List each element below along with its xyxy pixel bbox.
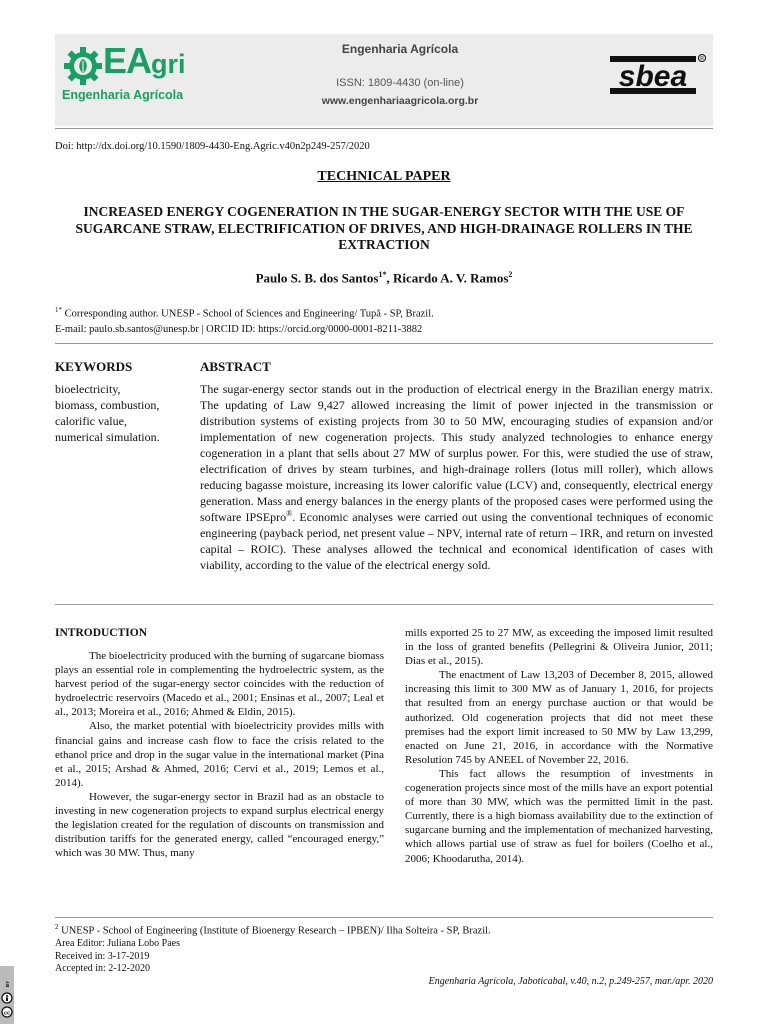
paragraph: Also, the market potential with bioelectricity provides mills with financial gains and increase cash flow to face the crisis related to the ethanol price and drop in the sugar value in the international market (Pina et al., 2015; Arshad & Ahmed, 2016; Cervi et al., 2019; Lemos et al., 2014). <box>55 720 384 789</box>
keyword-line: biomass, combustion, <box>55 398 160 412</box>
author-list: Paulo S. B. dos Santos$^{1*}$, Ricardo A. V. Ramos$^2$ <box>255 270 513 286</box>
logo-subtitle: Engenharia Agrícola <box>62 88 184 102</box>
abstract-divider-top <box>55 343 713 344</box>
contact-line: E-mail: paulo.sb.santos@unesp.br | ORCID ID: https://orcid.org/0000-0001-8211-3882 <box>55 323 423 335</box>
abstract-divider-bottom <box>55 604 713 605</box>
body-column-left <box>55 649 384 860</box>
journal-header <box>55 34 713 126</box>
footnote-divider <box>55 917 713 918</box>
editorial-info <box>55 938 180 976</box>
paragraph: This fact allows the resumption of investments in cogeneration projects since most of the mills have an export potential of more than 30 MW, which was the permitted limit in the past. Currently, there is a high biomass availability due to the extinction of sugarcane burning and the implementation of mechanized harvesting, which allows partial use of straw as fuel for boilers (Coelho et al., 2006; Khoodarutha, 2014). <box>405 767 713 865</box>
keyword-line: numerical simulation. <box>55 430 160 444</box>
sbea-logo <box>608 52 708 98</box>
affiliation <box>55 303 434 337</box>
footnote <box>55 921 491 938</box>
svg-text:BY: BY <box>5 980 10 988</box>
journal-issn: ISSN: 1809-4430 (on-line) <box>336 77 464 89</box>
paper-type: TECHNICAL PAPER <box>317 169 451 184</box>
received-date: Received in: 3-17-2019 <box>55 950 150 962</box>
accepted-date: Accepted in: 2-12-2020 <box>55 963 150 974</box>
footnote-text: UNESP - School of Engineering (Institute of Bioenergy Research – IPBEN)/ Ilha Solteira - SP, Brazil. <box>58 925 491 937</box>
author-mark: 1* <box>378 270 387 279</box>
svg-text:R: R <box>700 56 704 62</box>
paragraph: The enactment of Law 13,203 of December 8, 2015, allowed increasing this limit to 300 MW as of January 1, 2016, for projects that resulted from an energy purchase auction or that would be authorized. Old cogeneration projects that did not meet these premises had the export limit increased to 50 MW by Law 13,299, enacted on June 21, 2016, in accordance with the Normative Resolution 745 by ANEEL of November 22, 2016. <box>405 669 713 766</box>
paragraph: mills exported 25 to 27 MW, as exceeding the imposed limit resulted in the loss of granted benefits (Pellegrini & Oliveira Junior, 2011; Dias et al., 2015). <box>405 627 713 668</box>
paragraph: However, the sugar-energy sector in Brazil had as an obstacle to investing in new cogeneration projects to expand surplus electrical energy the legislation created for the regulation of discounts on transmission and distribution tariffs for the generated energy, called “encouraged energy,” which was 30 MW. Thus, many <box>55 790 384 860</box>
svg-text:cc: cc <box>3 1010 11 1017</box>
journal-url[interactable]: www.engenhariaagricola.org.br <box>321 95 479 107</box>
author-mark: 2 <box>508 270 513 279</box>
body-column-right <box>405 626 713 866</box>
header-divider <box>55 128 713 129</box>
keywords-list <box>55 381 185 445</box>
logo-wordmark: EAgri <box>103 40 186 81</box>
sbea-logo-text: sbea <box>618 60 688 93</box>
journal-logo <box>62 40 203 116</box>
keywords-heading: KEYWORDS <box>55 359 133 374</box>
paper-title: INCREASED ENERGY COGENERATION IN THE SUGAR-ENERGY SECTOR WITH THE USE OF SUGARCANE STRAW, ELECTRIFICATION OF DRIVES, AND HIGH-DRAINAGE ROLLERS IN THE EXTRACTION <box>75 204 693 252</box>
author-name: Paulo S. B. dos Santos <box>255 270 379 286</box>
abstract-text: The sugar-energy sector stands out in the production of electrical energy in the Brazilian energy matrix. The updating of Law 9,427 allowed increasing the limit of power injected in the transmission or distribution systems of existing projects from 30 to 50 MW, encouraging studies of expansion and/or implementation of new cogeneration projects. This study analyzed technologies to enhance energy cogeneration in a plant that sells about 27 MW of surplus power. For this, were studied the use of straw, electrification of drives by steam turbines, and high-drainage rollers (lotus mill roller), which allows reducing bagasse moisture, increasing its lower calorific value (LCV) and, consequently, electrical energy generation. Mass and energy balances in the energy plants of the proposed cases were performed using the software IPSEpro®. Economic analyses were carried out using the conventional techniques of economic engineering (payback period, net present value – NPV, internal rate of return – IRR, and return on invested capital – ROIC). These analyses allowed the technical and economical identification of cases with viability, according to the value of the electrical energy sold. <box>200 382 714 572</box>
paragraph: The bioelectricity produced with the burning of sugarcane biomass plays an essential role in complementing the hydroelectric system, as the harvest period of the sugar-energy sector coincides with the reduction of hydroelectric reservoirs (Macedo et al., 2001; Ensinas et al., 2007; Leal et al., 2013; Moreira et al., 2016; Ahmed & Eldin, 2015). <box>55 650 384 719</box>
author-name: Ricardo A. V. Ramos <box>392 270 509 286</box>
keyword-line: bioelectricity, <box>55 382 121 396</box>
abstract-heading: ABSTRACT <box>200 359 271 374</box>
journal-name: Engenharia Agrícola <box>341 42 459 56</box>
affiliation-mark: 1* <box>55 306 62 314</box>
journal-citation: Engenharia Agrícola, Jaboticabal, v.40, n.2, p.249-257, mar./apr. 2020 <box>428 976 713 987</box>
gear-logo-icon <box>63 46 103 86</box>
footnote-mark: 2 <box>55 923 59 931</box>
area-editor: Area Editor: Juliana Lobo Paes <box>55 938 180 949</box>
doi-link[interactable]: Doi: http://dx.doi.org/10.1590/1809-4430-Eng.Agric.v40n2p249-257/2020 <box>55 141 370 152</box>
affiliation-text: Corresponding author. UNESP - School of Sciences and Engineering/ Tupã - SP, Brazil. <box>62 308 434 320</box>
introduction-heading: INTRODUCTION <box>55 627 148 639</box>
cc-by-icon[interactable] <box>0 966 14 1024</box>
keyword-line: calorific value, <box>55 414 127 428</box>
